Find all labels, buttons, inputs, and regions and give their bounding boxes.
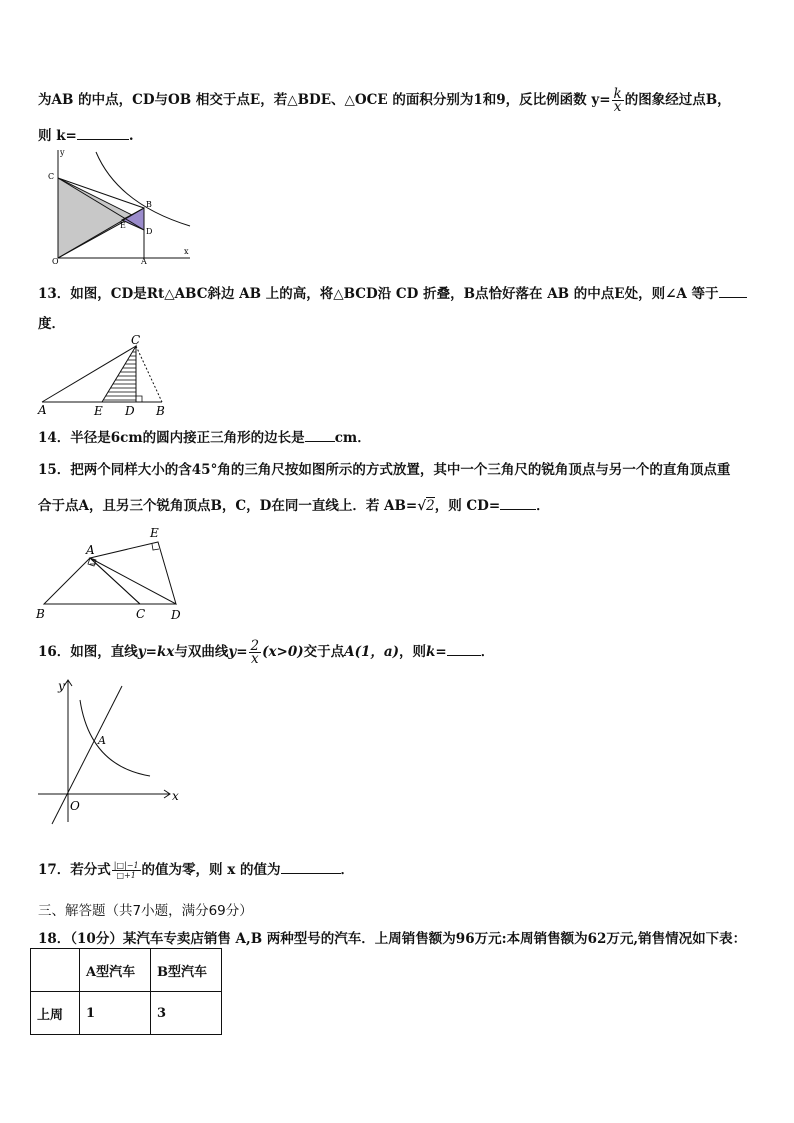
abs-fraction: $\frac{|□|-1}{□+1}$ [113, 861, 139, 880]
svg-text:C: C [48, 172, 55, 181]
svg-text:y: y [58, 679, 65, 693]
svg-text:D: D [171, 608, 181, 622]
answer-blank [500, 497, 536, 510]
svg-text:A: A [38, 403, 47, 416]
q12-line1: 为AB 的中点，CD与OB 相交于点E，若△BDE、△OCE 的面积分别为1和9，反比例函数 y= $\frac{k}{x}$ 的图象经过点B， [38, 86, 731, 115]
q13-line2: 度． [38, 316, 65, 332]
q13-figure [36, 334, 176, 416]
svg-text:E: E [120, 221, 126, 230]
q16-line: 16．如图，直线y=kx与双曲线y= $\frac{2}{x}$ (x>0)交于点A(1，a)，则k= ． [38, 638, 495, 667]
q16-figure [34, 676, 184, 826]
svg-text:A: A [141, 257, 147, 266]
svg-text:B: B [36, 607, 45, 621]
svg-text:A: A [86, 543, 95, 557]
table-header-a: A型汽车 [80, 949, 151, 992]
svg-text:D: D [146, 227, 153, 236]
q12-figure [40, 146, 200, 266]
q12-line2: 则 k= . [38, 128, 134, 144]
svg-text:D: D [125, 404, 135, 416]
svg-text:E: E [94, 404, 103, 416]
table-header-b: B型汽车 [151, 949, 222, 992]
two-over-x-fraction: $\frac{2}{x}$ [250, 638, 260, 667]
svg-text:O: O [52, 257, 59, 266]
svg-text:x: x [172, 789, 179, 803]
table-cell [31, 949, 80, 992]
q13-line1: 13．如图，CD是Rt△ABC斜边 AB 上的高，将△BCD沿 CD 折叠，B点恰好落在 AB 的中点E处，则∠A 等于 [38, 282, 747, 302]
section-heading: 三、解答题（共7小题，满分69分） [38, 903, 253, 919]
answer-blank [281, 861, 341, 874]
svg-text:B: B [146, 200, 152, 209]
table-cell: 3 [151, 992, 222, 1035]
q15-line1: 15．把两个同样大小的含45°角的三角尺按如图所示的方式放置，其中一个三角尺的锐角顶点与另一个的直角顶点重 [38, 462, 731, 478]
sqrt-symbol: √ [417, 498, 427, 514]
table-cell: 1 [80, 992, 151, 1035]
svg-text:y: y [60, 148, 65, 157]
svg-text:E: E [150, 526, 159, 540]
q17-line: 17．若分式 $\frac{|□|-1}{□+1}$ 的值为零，则 x 的值为 ． [38, 861, 354, 880]
svg-text:B: B [156, 404, 165, 416]
svg-text:x: x [184, 247, 189, 256]
q18-line: 18．（10分）某汽车专卖店销售 A,B 两种型号的汽车．上周销售额为96万元:本周销售额为62万元,销售情况如下表： [38, 931, 747, 947]
table-cell: 上周 [31, 992, 80, 1035]
svg-text:O: O [70, 799, 80, 813]
q15-figure [34, 522, 194, 622]
sales-table [30, 948, 222, 1035]
answer-blank [719, 285, 747, 298]
k-over-x-fraction: $\frac{k}{x}$ [613, 86, 622, 115]
table-header-row [31, 949, 222, 992]
answer-blank [305, 429, 335, 442]
answer-blank [77, 127, 129, 140]
svg-text:C: C [136, 607, 146, 621]
q14-line: 14．半径是6cm的圆内接正三角形的边长是 cm． [38, 430, 371, 446]
answer-blank [447, 643, 481, 656]
svg-text:C: C [131, 334, 141, 347]
svg-text:A: A [98, 734, 106, 747]
table-row [31, 992, 222, 1035]
q15-line2: 合于点A，且另三个锐角顶点B，C，D在同一直线上．若 AB=√2，则 CD= ． [38, 498, 550, 514]
